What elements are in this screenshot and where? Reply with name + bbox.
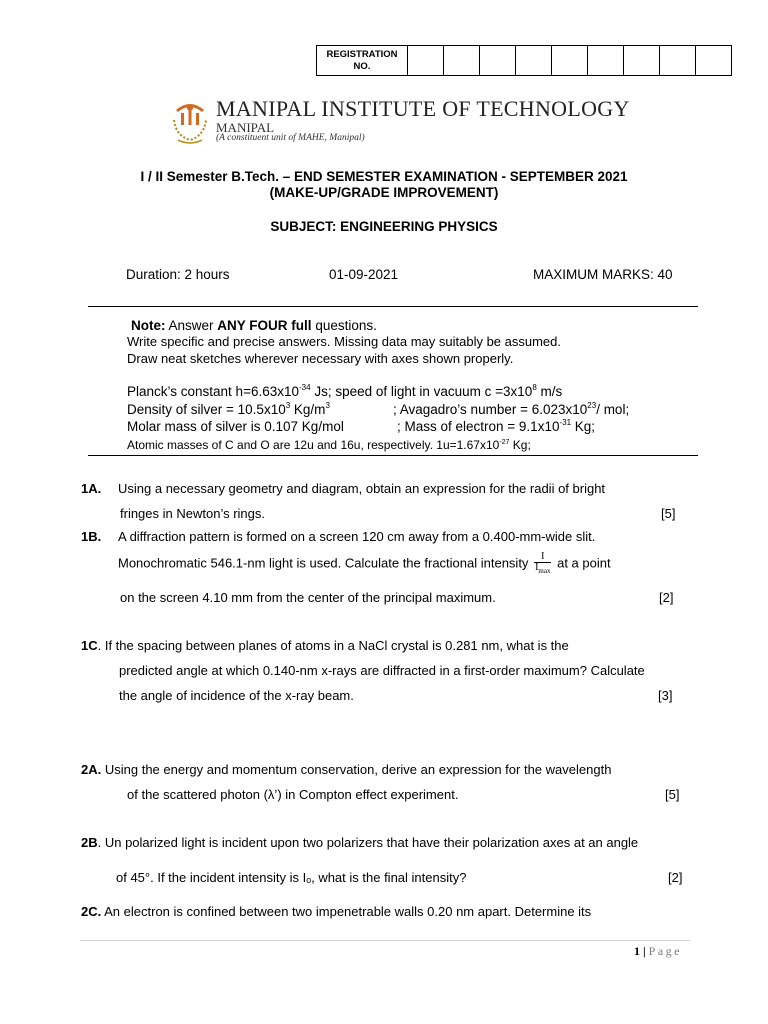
question-text: A diffraction pattern is formed on a screen 120 cm away from a 0.400-mm-wide slit. xyxy=(118,529,596,544)
question-text: Using a necessary geometry and diagram, obtain an expression for the radii of bright xyxy=(118,481,606,496)
registration-digit-box xyxy=(660,46,696,76)
registration-digit-box xyxy=(516,46,552,76)
question-text: Monochromatic 546.1-nm light is used. Calculate the fractional intensity $\frac{I}{I_{max}}$ at a point xyxy=(118,551,611,575)
constants-molar-mass: Molar mass of silver is 0.107 Kg/mol xyxy=(127,419,344,434)
note-instruction: Draw neat sketches wherever necessary with axes shown properly. xyxy=(127,351,514,366)
registration-digit-box xyxy=(480,46,516,76)
intensity-fraction: $\frac{I}{I_{max}}$ xyxy=(535,551,551,575)
registration-digit-box xyxy=(408,46,444,76)
registration-digit-box xyxy=(696,46,732,76)
registration-digit-box xyxy=(552,46,588,76)
question-marks: [5] xyxy=(661,506,676,521)
institute-name: MANIPAL INSTITUTE OF TECHNOLOGY xyxy=(216,96,630,121)
exam-duration: Duration: 2 hours xyxy=(126,267,230,282)
question-number: 1B. xyxy=(81,529,102,544)
question-text: 1C. If the spacing between planes of atoms in a NaCl crystal is 0.281 nm, what is the xyxy=(81,638,569,653)
exam-date: 01-09-2021 xyxy=(329,267,399,282)
question-text: the angle of incidence of the x-ray beam. xyxy=(119,688,354,703)
question-text: 2B. Un polarized light is incident upon two polarizers that have their polarization axes at an angle xyxy=(81,835,639,850)
registration-table xyxy=(316,45,732,76)
question-text: 2A. Using the energy and momentum conservation, derive an expression for the wavelength xyxy=(81,762,612,777)
institute-city: MANIPAL xyxy=(216,120,275,135)
question-text: fringes in Newton’s rings. xyxy=(120,506,265,521)
footer-divider xyxy=(80,940,690,941)
question-marks: [5] xyxy=(665,787,680,802)
exam-max-marks: MAXIMUM MARKS: 40 xyxy=(533,267,673,282)
question-text: predicted angle at which 0.140-nm x-rays are diffracted in a first-order maximum? Calculate xyxy=(119,663,645,678)
registration-digit-box xyxy=(444,46,480,76)
exam-subtitle: (MAKE-UP/GRADE IMPROVEMENT) xyxy=(269,185,499,200)
question-marks: [2] xyxy=(659,590,674,605)
registration-label: REGISTRATION NO. xyxy=(317,46,408,76)
divider xyxy=(88,306,698,307)
constants-density: Density of silver = $10.5x10^3$ $Kg/m^3$ xyxy=(127,401,330,417)
question-number: 1A. xyxy=(81,481,102,496)
exam-subject: SUBJECT: ENGINEERING PHYSICS xyxy=(270,219,498,234)
note-instruction: Write specific and precise answers. Missing data may suitably be assumed. xyxy=(127,334,562,349)
registration-digit-box xyxy=(624,46,660,76)
question-text: 2C. An electron is confined between two impenetrable walls 0.20 nm apart. Determine its xyxy=(81,904,592,919)
question-marks: [2] xyxy=(668,870,683,885)
exam-title: I / II Semester B.Tech. – END SEMESTER EXAMINATION - SEPTEMBER 2021 xyxy=(140,169,628,184)
constants-planck: Planck’s constant $h=6.63x10^{-34}$ Js; speed of light in vacuum $c =3x10^8$ m/s xyxy=(127,383,563,399)
constants-atomic-masses: Atomic masses of C and O are 12u and 16u, respectively. $1u=1.67x10^{-27}$ Kg; xyxy=(127,438,531,452)
registration-digit-box xyxy=(588,46,624,76)
institute-logo xyxy=(168,96,212,148)
constants-electron-mass: ; Mass of electron = $9.1x10^{-31}$ Kg; xyxy=(397,418,596,434)
question-text: of the scattered photon (λ’) in Compton effect experiment. xyxy=(127,787,459,802)
page-footer: 1 | Page xyxy=(634,944,682,958)
institute-subtitle: (A constituent unit of MAHE, Manipal) xyxy=(216,133,365,143)
note-line: Note: Answer ANY FOUR full questions. xyxy=(131,318,377,333)
question-text: of 45°. If the incident intensity is Iₒ, what is the final intensity? xyxy=(116,870,467,885)
question-marks: [3] xyxy=(658,688,673,703)
divider xyxy=(88,455,698,456)
constants-avogadro: ; Avagadro’s number = $6.023x10^{23}/$ mol; xyxy=(393,401,630,417)
question-text: on the screen 4.10 mm from the center of the principal maximum. xyxy=(120,590,496,605)
